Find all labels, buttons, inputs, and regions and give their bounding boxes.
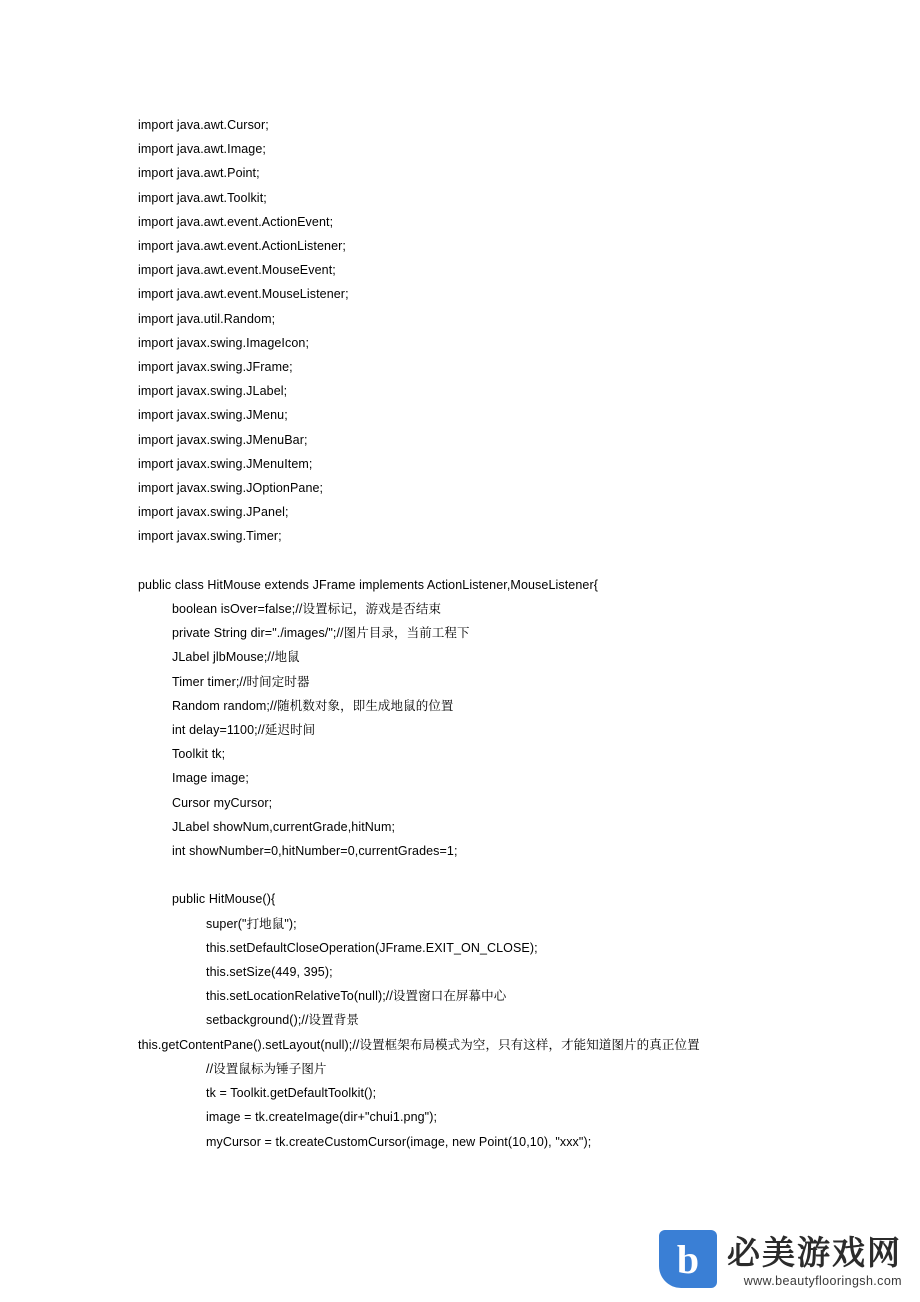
watermark-logo-icon (659, 1230, 717, 1288)
code-line: int showNumber=0,hitNumber=0,currentGrades=1; (172, 844, 458, 859)
code-line: Cursor myCursor; (172, 795, 273, 810)
code-line: image = tk.createImage(dir+"chui1.png"); (206, 1110, 438, 1125)
code-line: import javax.swing.Timer; (138, 529, 282, 544)
code-line: import java.awt.event.ActionEvent; (138, 214, 334, 229)
code-line: setbackground();//设置背景 (206, 1013, 359, 1028)
code-line: import javax.swing.JMenu; (138, 408, 288, 423)
code-line: this.setLocationRelativeTo(null);//设置窗口在屏幕中心 (206, 989, 507, 1004)
code-line: //设置鼠标为锤子图片 (206, 1061, 327, 1076)
code-line: import java.awt.Point; (138, 166, 260, 181)
code-listing (138, 113, 798, 1154)
code-line: import javax.swing.JOptionPane; (138, 481, 324, 496)
watermark-title: 必美游戏网 (727, 1233, 902, 1272)
code-line: this.setDefaultCloseOperation(JFrame.EXIT_ON_CLOSE); (206, 940, 538, 955)
code-blank-line (138, 549, 798, 573)
code-line: import java.util.Random; (138, 311, 276, 326)
code-line: import javax.swing.JPanel; (138, 505, 289, 520)
code-line: super("打地鼠"); (206, 916, 297, 931)
code-line: public HitMouse(){ (172, 892, 276, 907)
code-line: JLabel jlbMouse;//地鼠 (172, 650, 300, 665)
code-line: Timer timer;//时间定时器 (172, 674, 310, 689)
watermark (659, 1230, 902, 1288)
code-line: Image image; (172, 771, 249, 786)
code-line: import javax.swing.JMenuItem; (138, 456, 313, 471)
code-line: import java.awt.Cursor; (138, 118, 269, 132)
code-line: myCursor = tk.createCustomCursor(image, new Point(10,10), "xxx"); (206, 1134, 592, 1149)
code-line: Toolkit tk; (172, 747, 226, 762)
code-line: tk = Toolkit.getDefaultToolkit(); (206, 1086, 377, 1101)
code-line: import java.awt.Toolkit; (138, 190, 267, 205)
code-line: int delay=1100;//延迟时间 (172, 723, 316, 738)
code-line: private String dir="./images/";//图片目录，当前工程下 (172, 626, 470, 641)
watermark-url: www.beautyflooringsh.com (743, 1274, 902, 1288)
watermark-text-group (727, 1234, 902, 1288)
code-line: import javax.swing.JLabel; (138, 384, 288, 399)
code-line: import javax.swing.JFrame; (138, 360, 293, 375)
code-line: import java.awt.event.MouseListener; (138, 287, 349, 302)
code-line: import java.awt.Image; (138, 142, 266, 157)
code-line: JLabel showNum,currentGrade,hitNum; (172, 819, 396, 834)
code-line: import java.awt.event.MouseEvent; (138, 263, 336, 278)
code-line: import java.awt.event.ActionListener; (138, 239, 346, 254)
code-line: public class HitMouse extends JFrame implements ActionListener,MouseListener{ (138, 577, 598, 592)
watermark-logo-letter: b (676, 1236, 700, 1282)
code-line: this.setSize(449, 395); (206, 965, 333, 980)
code-line: boolean isOver=false;//设置标记，游戏是否结束 (172, 602, 442, 617)
code-blank-line (138, 863, 798, 887)
code-line: Random random;//随机数对象，即生成地鼠的位置 (172, 698, 454, 713)
code-line: import javax.swing.ImageIcon; (138, 335, 310, 350)
code-line: import javax.swing.JMenuBar; (138, 432, 308, 447)
code-line: this.getContentPane().setLayout(null);//设置框架布局模式为空，只有这样，才能知道图片的真正位置 (138, 1037, 700, 1052)
